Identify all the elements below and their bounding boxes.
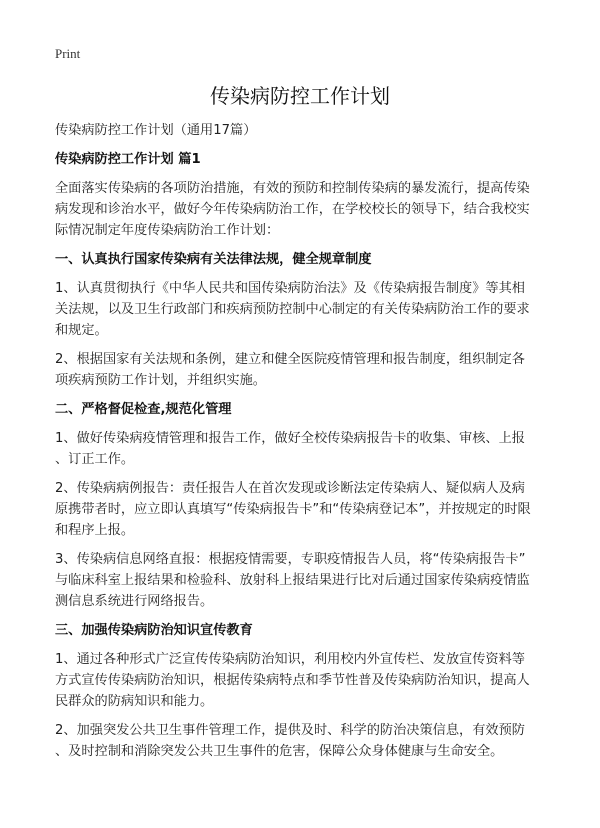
- section-heading: [55, 249, 555, 270]
- document-subtitle: 传染病防控工作计划（通用17篇）: [55, 123, 257, 138]
- text-line: 2、传染病病例报告：责任报告人在首次发现或诊断法定传染病人、疑似病人及病: [55, 481, 525, 496]
- text-line: 2、根据国家有关法规和条例，建立和健全医院疫情管理和报告制度，组织制定各: [55, 352, 525, 367]
- text-line: 原携带者时，应立即认真填写“传染病报告卡”和“传染病登记本”，并按规定的时限: [55, 502, 531, 517]
- text-line: 1、通过各种形式广泛宣传传染病防治知识，利用校内外宣传栏、发放宣传资料等: [55, 652, 525, 667]
- blocks-container: [55, 178, 555, 762]
- text-line: 、订正工作。: [55, 452, 135, 467]
- print-link[interactable]: Print: [55, 46, 81, 61]
- paragraph: [55, 549, 555, 612]
- section-heading: [55, 620, 555, 641]
- paragraph: [55, 178, 555, 241]
- paragraph: [55, 349, 555, 391]
- text-line: 测信息系统进行网络报告。: [55, 594, 214, 609]
- text-line: 项疾病预防工作计划，并组织实施。: [55, 373, 266, 388]
- text-line: 全面落实传染病的各项防治措施，有效的预防和控制传染病的暴发流行，提高传染: [55, 181, 530, 196]
- paragraph: [55, 649, 555, 712]
- paragraph: [55, 428, 555, 470]
- text-line: 和程序上报。: [55, 523, 135, 538]
- text-line: 民群众的防病知识和能力。: [55, 694, 214, 709]
- document-title: 传染病防控工作计划: [210, 84, 390, 108]
- text-line: 一、认真执行国家传染病有关法律法规，健全规章制度: [55, 252, 372, 267]
- text-line: 3、传染病信息网络直报：根据疫情需要，专职疫情报告人员，将“传染病报告卡”: [55, 552, 526, 567]
- paragraph: [55, 720, 555, 762]
- paragraph: [55, 278, 555, 341]
- text-line: 和规定。: [55, 323, 108, 338]
- text-line: 际情况制定年度传染病防治工作计划：: [55, 223, 280, 238]
- section-heading: [55, 399, 555, 420]
- text-line: 三、加强传染病防治知识宣传教育: [55, 623, 253, 638]
- paragraph: [55, 478, 555, 541]
- text-line: 关法规，以及卫生行政部门和疾病预防控制中心制定的有关传染病防治工作的要求: [55, 302, 530, 317]
- text-line: 病发现和诊治水平，做好今年传染病防治工作，在学校校长的领导下，结合我校实: [55, 202, 530, 217]
- text-line: 2、加强突发公共卫生事件管理工作，提供及时、科学的防治决策信息，有效预防: [55, 723, 525, 738]
- text-line: 1、认真贯彻执行《中华人民共和国传染病防治法》及《传染病报告制度》等其相: [55, 281, 525, 296]
- text-line: 二、严格督促检查,规范化管理: [55, 402, 232, 417]
- document-body: [55, 120, 555, 770]
- text-line: 1、做好传染病疫情管理和报告工作，做好全校传染病报告卡的收集、审核、上报: [55, 431, 525, 446]
- text-line: 、及时控制和消除突发公共卫生事件的危害，保障公众身体健康与生命安全。: [55, 744, 504, 759]
- text-line: 与临床科室上报结果和检验科、放射科上报结果进行比对后通过国家传染病疫情监: [55, 573, 530, 588]
- chapter-heading: 传染病防控工作计划 篇1: [55, 152, 201, 167]
- text-line: 方式宣传传染病防治知识，根据传染病特点和季节性普及传染病防治知识，提高人: [55, 673, 530, 688]
